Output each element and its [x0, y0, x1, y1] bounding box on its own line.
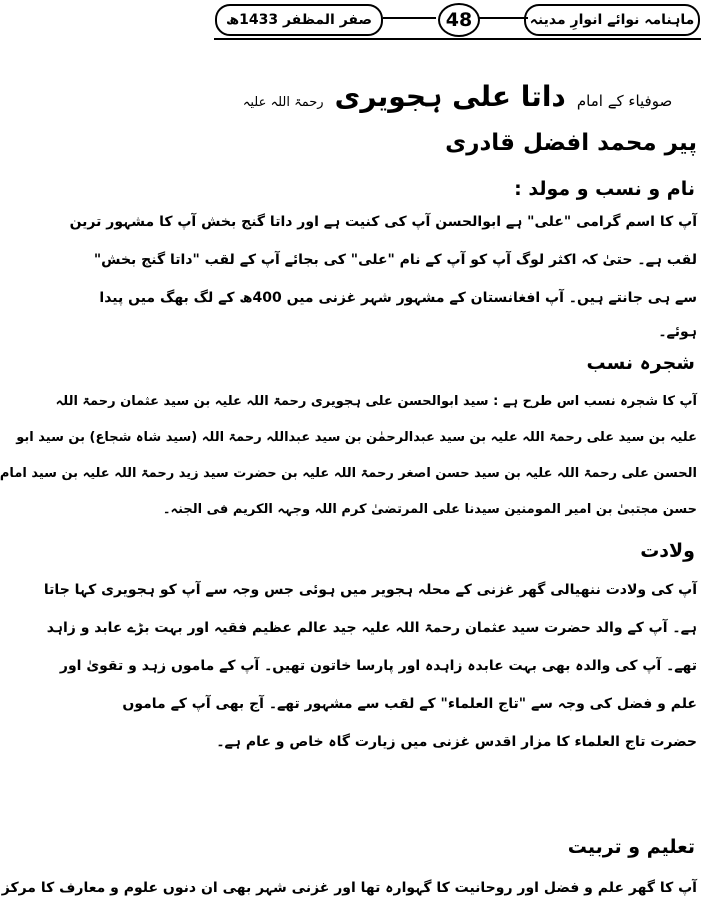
magazine-name-box — [524, 4, 700, 36]
issue-date-box — [215, 4, 383, 36]
paragraph-line: آپ کا اسم گرامی "علی" ہے ابوالحسن آپ کی کنیت ہے اور داتا گنج بخش آپ کا مشہور ترین — [69, 214, 697, 230]
page-number: 48 — [445, 9, 473, 31]
section-heading-birth: ولادت — [640, 540, 695, 562]
paragraph-line: آپ کا شجرہ نسب اس طرح ہے : سید ابوالحسن علی ہجویری رحمۃ اللہ علیہ بن سید عثمان رحمۃ اللہ — [55, 394, 697, 409]
paragraph-line: لقب ہے۔ حتیٰ کہ اکثر لوگ آپ کو آپ کے نام "علی" کی بجائے آپ کے لقب "داتا گنج بخش" — [93, 252, 697, 268]
paragraph-line: علم و فضل کی وجہ سے "تاج العلماء" کے لقب سے مشہور تھے۔ آج بھی آپ کے ماموں — [122, 696, 697, 712]
paragraph-line: علیہ بن سید علی رحمۃ اللہ علیہ بن سید عبدالرحمٰن بن سید عبداللہ رحمۃ اللہ (سید شاہ شجاع) بن سید ابو — [16, 430, 697, 445]
paragraph-line: آپ کا گھر علم و فضل اور روحانیت کا گہوارہ تھا اور غزنی شہر بھی ان دنوں علوم و معارف کا مرکز — [1, 880, 697, 896]
title-main: داتا علی ہجویری — [334, 80, 566, 113]
header-connector-line — [383, 17, 436, 19]
title-suffix: رحمۃ اللہ علیہ — [242, 95, 324, 110]
page-header — [208, 0, 707, 44]
section-heading-family-tree: شجرہ نسب — [586, 352, 695, 374]
author-name: پیر محمد افضل قادری — [445, 130, 697, 156]
paragraph-line: حسن مجتبیٰ بن امیر المومنین سیدنا علی المرتضیٰ کرم اللہ وجہہ الکریم فی الجنہ۔ — [162, 502, 697, 517]
paragraph-line: آپ کی ولادت ننھیالی گھر غزنی کے محلہ ہجویر میں ہوئی جس وجہ سے آپ کو ہجویری کہا جاتا — [43, 582, 697, 598]
title-prefix: صوفیاء کے امام — [576, 92, 673, 110]
paragraph-line: حضرت تاج العلماء کا مزار اقدس غزنی میں زیارت گاہ خاص و عام ہے۔ — [216, 734, 697, 750]
header-connector-line — [478, 17, 528, 19]
section-heading-education: تعلیم و تربیت — [567, 836, 695, 858]
issue-date: صفر المظفر 1433ھ — [225, 12, 373, 28]
header-divider — [214, 38, 701, 40]
article-title — [220, 80, 695, 120]
paragraph-line: الحسن علی رحمۃ اللہ علیہ بن سید حسن اصغر رحمۃ اللہ علیہ بن حضرت سید زید رحمۃ اللہ علیہ بن سید امام — [0, 466, 697, 481]
section-heading-lineage-birthplace: نام و نسب و مولد : — [514, 178, 695, 200]
paragraph-line: سے ہی جانتے ہیں۔ آپ افغانستان کے مشہور شہر غزنی میں 400ھ کے لگ بھگ میں پیدا — [99, 290, 697, 306]
paragraph-line: تھے۔ آپ کی والدہ بھی بہت عابدہ زاہدہ اور پارسا خاتون تھیں۔ آپ کے ماموں زہد و تقویٰ اور — [59, 658, 697, 674]
magazine-name: ماہنامہ نوائے انوارِ مدینہ — [529, 12, 695, 28]
paragraph-line: ہوئے۔ — [658, 324, 697, 340]
page-number-badge — [438, 3, 480, 37]
paragraph-line: ہے۔ آپ کے والد حضرت سید عثمان رحمۃ اللہ علیہ جید عالم عظیم فقیہ اور بہت بڑے عابد و زاہد — [46, 620, 697, 636]
